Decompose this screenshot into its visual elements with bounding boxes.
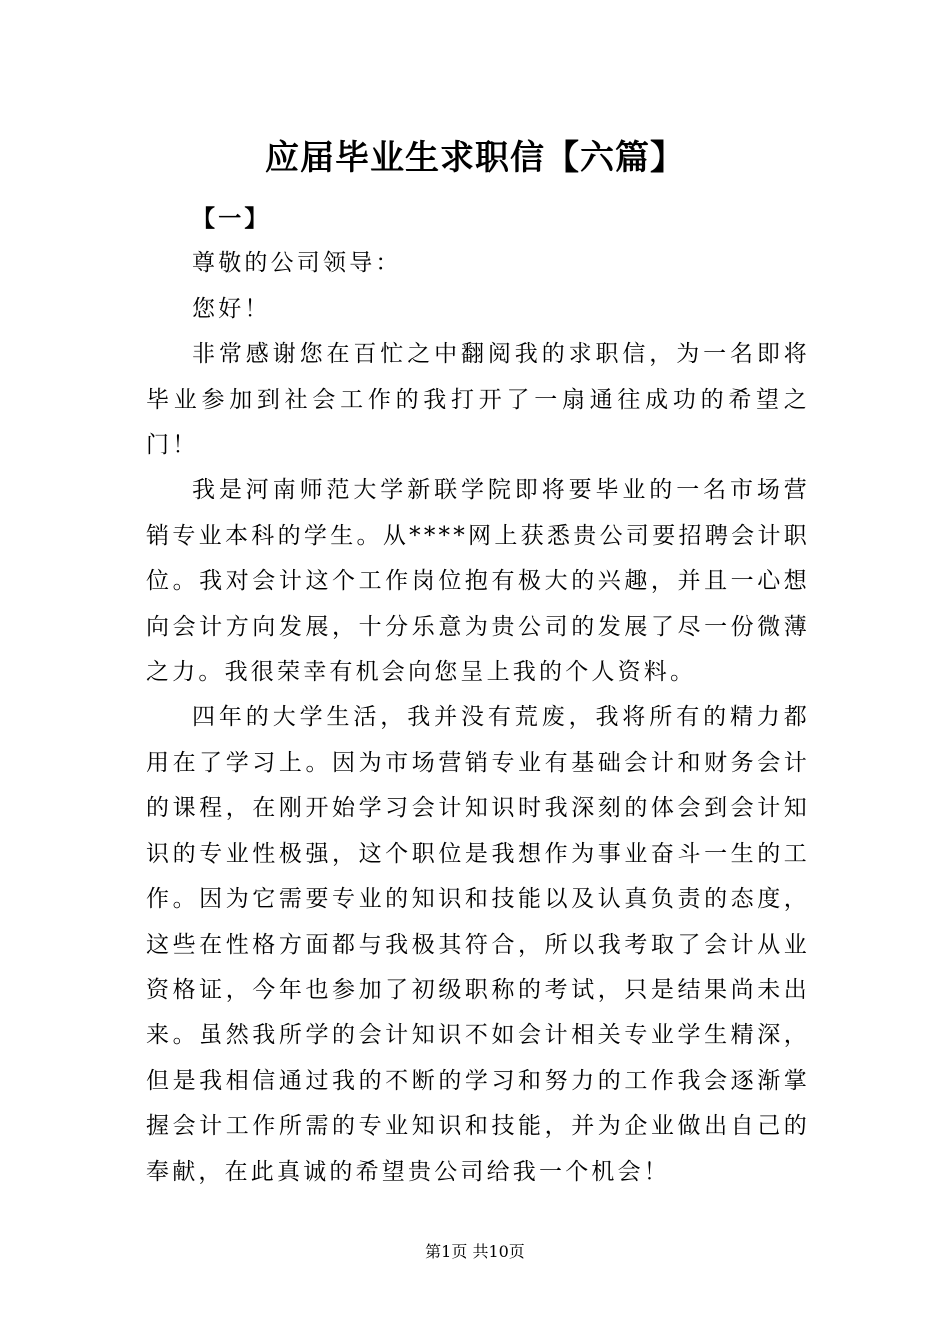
paragraph: 非常感谢您在百忙之中翻阅我的求职信，为一名即将毕业参加到社会工作的我打开了一扇通往成功的希望之门！	[146, 341, 810, 459]
salutation: 尊敬的公司领导：	[192, 250, 402, 277]
document-body	[146, 196, 810, 1195]
paragraph: 我是河南师范大学新联学院即将要毕业的一名市场营销专业本科的学生。从****网上获悉贵公司要招聘会计职位。我对会计这个工作岗位抱有极大的兴趣，并且一心想向会计方向发展，十分乐意为贵公司的发展了尽一份微薄之力。我很荣幸有机会向您呈上我的个人资料。	[146, 477, 810, 686]
greeting: 您好！	[192, 295, 271, 322]
paragraph: 四年的大学生活，我并没有荒废，我将所有的精力都用在了学习上。因为市场营销专业有基础会计和财务会计的课程，在刚开始学习会计知识时我深刻的体会到会计知识的专业性极强，这个职位是我想作为事业奋斗一生的工作。因为它需要专业的知识和技能以及认真负责的态度，这些在性格方面都与我极其符合，所以我考取了会计从业资格证，今年也参加了初级职称的考试，只是结果尚未出来。虽然我所学的会计知识不如会计相关专业学生精深，但是我相信通过我的不断的学习和努力的工作我会逐渐掌握会计工作所需的专业知识和技能，并为企业做出自己的奉献，在此真诚的希望贵公司给我一个机会！	[146, 704, 810, 1185]
page-footer: 第1页 共10页	[425, 1242, 525, 1261]
section-heading: 【一】	[192, 205, 271, 232]
document-title: 应届毕业生求职信【六篇】	[265, 138, 685, 178]
